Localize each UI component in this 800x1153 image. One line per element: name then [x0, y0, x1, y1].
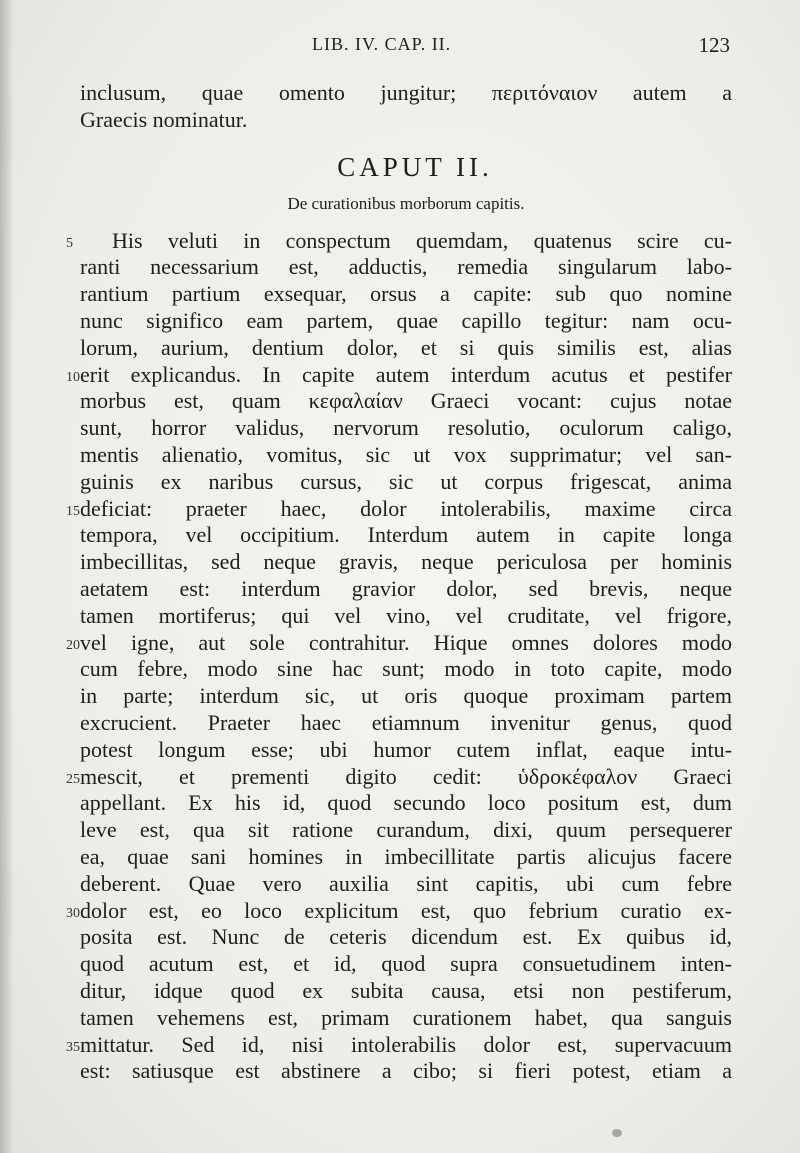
ink-smudge	[612, 1129, 622, 1137]
gutter-shadow	[0, 0, 14, 1153]
running-head: LIB. IV. CAP. II.	[312, 34, 452, 54]
line-text: ditur, idque quod ex subita causa, etsi non pestiferum,	[80, 977, 732, 1003]
text-line	[80, 790, 732, 817]
line-text: potest longum esse; ubi humor cutem inflat, eaque intu-	[80, 736, 732, 762]
text-line	[80, 1058, 732, 1085]
line-text: sunt, horror validus, nervorum resolutio, oculorum caligo,	[80, 415, 732, 441]
text-line	[66, 495, 732, 523]
text-line	[80, 522, 732, 549]
text-line	[80, 549, 732, 576]
page-number: 123	[698, 33, 730, 57]
text-line	[80, 710, 732, 737]
text-line	[80, 603, 732, 630]
line-text: mittatur. Sed id, nisi intolerabilis dolor est, supervacuum	[80, 1031, 732, 1057]
line-text: aetatem est: interdum gravior dolor, sed brevis, neque	[80, 575, 732, 601]
line-number: 25	[66, 771, 80, 787]
text-line	[80, 844, 732, 871]
line-number: 35	[66, 1039, 80, 1055]
line-number: 10	[66, 369, 80, 385]
line-text: quod acutum est, et id, quod supra consuetudinem inten-	[80, 951, 732, 977]
text-line	[80, 683, 732, 710]
line-number: 20	[66, 637, 80, 653]
line-text: excrucient. Praeter haec etiamnum invenitur genus, quod	[80, 709, 732, 735]
text-line	[80, 1005, 732, 1032]
line-text: posita est. Nunc de ceteris dicendum est. Ex quibus id,	[80, 924, 732, 950]
text-line	[66, 763, 732, 791]
line-text: ea, quae sani homines in imbecillitate partis alicujus facere	[80, 843, 732, 869]
line-text: appellant. Ex his id, quod secundo loco positum est, dum	[80, 790, 732, 816]
text-line	[80, 951, 732, 978]
line-text: nunc significo eam partem, quae capillo tegitur: nam ocu-	[80, 307, 732, 333]
line-text: dolor est, eo loco explicitum est, quo febrium curatio ex-	[80, 897, 732, 923]
line-number: 15	[66, 503, 80, 519]
line-text: deberent. Quae vero auxilia sint capitis, ubi cum febre	[80, 870, 732, 896]
text-line	[80, 254, 732, 281]
text-line	[80, 978, 732, 1005]
text-line	[66, 227, 732, 255]
chapter-title: CAPUT II.	[337, 151, 493, 182]
intro-line: inclusum, quae omento jungitur; περιτόναιον autem a	[80, 80, 732, 105]
text-line	[66, 361, 732, 389]
line-number: 30	[66, 905, 80, 921]
line-text: deficiat: praeter haec, dolor intolerabilis, maxime circa	[80, 495, 732, 521]
text-block	[66, 80, 732, 1085]
line-text: rantium partium exsequar, orsus a capite: sub quo nomine	[80, 281, 732, 307]
line-text: tamen vehemens est, primam curationem habet, qua sanguis	[80, 1004, 732, 1030]
line-text: morbus est, quam κεφαλαίαν Graeci vocant: cujus notae	[80, 388, 732, 414]
line-text: tamen mortiferus; qui vel vino, vel cruditate, vel frigore,	[80, 602, 732, 628]
text-line	[80, 388, 732, 415]
intro-line: Graecis nominatur.	[80, 106, 248, 132]
text-line	[66, 897, 732, 925]
line-text: est: satiusque est abstinere a cibo; si fieri potest, etiam a	[80, 1058, 732, 1084]
line-text: tempora, vel occipitium. Interdum autem in capite longa	[80, 522, 732, 548]
text-line	[80, 308, 732, 335]
text-line	[80, 817, 732, 844]
text-line	[66, 629, 732, 657]
line-text: erit explicandus. In capite autem interdum acutus et pestifer	[80, 361, 732, 387]
text-line	[66, 1031, 732, 1059]
text-line	[80, 576, 732, 603]
text-line	[80, 737, 732, 764]
text-line	[80, 442, 732, 469]
line-text: leve est, qua sit ratione curandum, dixi, quum persequerer	[80, 817, 732, 843]
line-text: vel igne, aut sole contrahitur. Hique omnes dolores modo	[80, 629, 732, 655]
line-text: lorum, aurium, dentium dolor, et si quis similis est, alias	[80, 334, 732, 360]
line-text: His veluti in conspectum quemdam, quatenus scire cu-	[112, 227, 732, 253]
line-text: imbecillitas, sed neque gravis, neque periculosa per hominis	[80, 549, 732, 575]
text-line	[80, 924, 732, 951]
text-line	[80, 871, 732, 898]
line-text: ranti necessarium est, adductis, remedia singularum labo-	[80, 254, 732, 280]
paragraph	[66, 227, 732, 1086]
text-line	[80, 281, 732, 308]
line-text: cum febre, modo sine hac sunt; modo in toto capite, modo	[80, 656, 732, 682]
line-number: 5	[66, 235, 73, 251]
text-line	[80, 335, 732, 362]
line-text: mentis alienatio, vomitus, sic ut vox supprimatur; vel san-	[80, 441, 732, 467]
line-text: mescit, et prementi digito cedit: ὑδροκέφαλον Graeci	[80, 763, 732, 789]
text-line	[80, 656, 732, 683]
chapter-subtitle: De curationibus morborum capitis.	[287, 193, 525, 213]
text-line	[80, 415, 732, 442]
line-text: in parte; interdum sic, ut oris quoque proximam partem	[80, 683, 732, 709]
text-line	[80, 469, 732, 496]
line-text: guinis ex naribus cursus, sic ut corpus frigescat, anima	[80, 468, 732, 494]
